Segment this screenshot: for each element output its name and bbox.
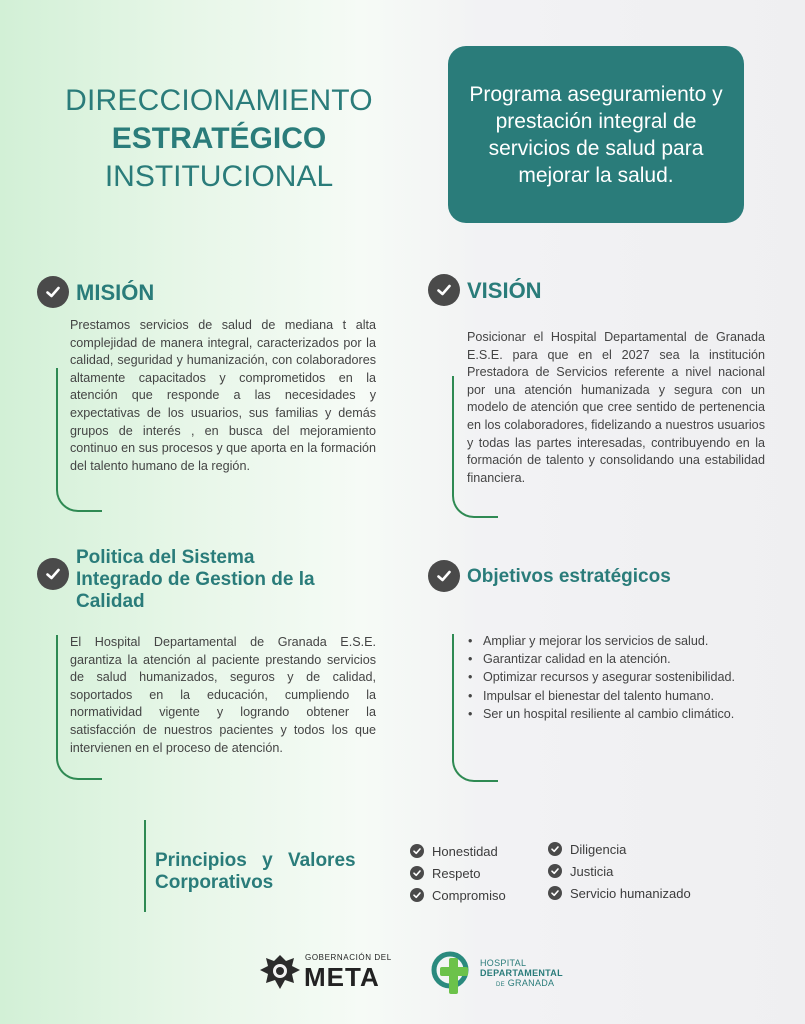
check-circle-icon [548, 864, 562, 878]
value-label: Respeto [432, 865, 481, 881]
politica-title-line-1: Politica del Sistema [76, 547, 255, 568]
values-column-1 [410, 840, 506, 906]
check-circle-icon [410, 866, 424, 880]
objetivos-list [468, 632, 768, 723]
list-item: • Ser un hospital resiliente al cambio climático. [468, 705, 768, 723]
hospital-line-3-text: GRANADA [507, 978, 555, 988]
list-item: • Optimizar recursos y asegurar sostenibilidad. [468, 668, 768, 686]
meta-name: META [304, 962, 380, 992]
check-circle-icon [428, 274, 460, 306]
mision-text: Prestamos servicios de salud de mediana t alta complejidad de manera integral, caracterizados por la calidad, seguridad y humanización, con colaboradores altamente capacitados y comprometidos en la atención que responde a las necesidades y expectativas de los usuarios, sus familias y demás grupos de interés , en busca del mejoramiento continuo en sus procesos y que aporta en la formación del talento humano de la región. [70, 318, 376, 473]
objetivos-title: Objetivos estratégicos [467, 566, 671, 587]
title-line-2: ESTRATÉGICO [111, 122, 327, 155]
politica-title-line-2: Integrado de Gestion de la [76, 569, 315, 590]
principios-title-line-2: Corporativos [155, 872, 274, 893]
check-circle-icon [37, 276, 69, 308]
gobernacion-meta-logo [258, 950, 398, 995]
value-label: Honestidad [432, 843, 498, 859]
value-item [548, 838, 691, 860]
hospital-cross-icon [430, 948, 474, 998]
value-item [548, 860, 691, 882]
value-item [410, 840, 506, 862]
principios-divider [144, 820, 146, 912]
check-circle-icon [410, 888, 424, 902]
hospital-line-2: DEPARTAMENTAL [480, 968, 563, 978]
check-circle-icon [548, 886, 562, 900]
check-circle-icon [410, 844, 424, 858]
program-box [448, 46, 744, 223]
value-label: Diligencia [570, 841, 627, 857]
principios-title [155, 850, 385, 894]
mision-title: MISIÓN [76, 280, 155, 305]
list-item: • Garantizar calidad en la atención. [468, 650, 768, 668]
value-label: Justicia [570, 863, 614, 879]
value-item [410, 862, 506, 884]
program-text: Programa aseguramiento y prestación integral de servicios de salud para mejorar la salud. [469, 82, 723, 187]
vision-title: VISIÓN [467, 278, 542, 303]
list-item: • Impulsar el bienestar del talento humano. [468, 687, 768, 705]
check-circle-icon [37, 558, 69, 590]
value-label: Servicio humanizado [570, 885, 691, 901]
value-item [548, 882, 691, 904]
hospital-granada-logo [430, 944, 570, 1000]
hospital-line-3 [496, 978, 554, 990]
list-item: • Ampliar y mejorar los servicios de salud. [468, 632, 768, 650]
vision-text: Posicionar el Hospital Departamental de Granada E.S.E. para que en el 2027 sea la institución Prestadora de Servicios referente a nivel nacional por una atención humanizada y segura con un modelo de atención que cree sentido de pertenencia en los colaboradores, fidelizando a nuestros usuarios y todas las partes interesadas, contribuyendo en la formación de talento y consolidando una estabilidad financiera. [467, 330, 765, 485]
politica-title [76, 547, 315, 613]
gobernacion-label: GOBERNACIÓN DEL [305, 953, 392, 962]
politica-text: El Hospital Departamental de Granada E.S.E. garantiza la atención al paciente prestando servicios de salud humanizados, seguros y de calidad, soportados en la educación, cumpliendo la normatividad vigente y logrando obtener la satisfacción de nuestros pacientes y todos los que intervienen en el proceso de atención. [70, 635, 376, 755]
check-circle-icon [428, 560, 460, 592]
page-title [28, 82, 410, 196]
value-item [410, 884, 506, 906]
value-label: Compromiso [432, 887, 506, 903]
title-line-1: DIRECCIONAMIENTO [65, 84, 373, 117]
politica-title-line-3: Calidad [76, 591, 145, 612]
coat-of-arms-icon [258, 952, 302, 992]
hospital-line-3-prefix: DE [496, 982, 505, 988]
hospital-line-1: HOSPITAL [480, 958, 527, 968]
check-circle-icon [548, 842, 562, 856]
title-line-3: INSTITUCIONAL [104, 160, 334, 193]
principios-title-line-1: Principios y Valores [155, 850, 356, 871]
values-column-2 [548, 838, 691, 904]
